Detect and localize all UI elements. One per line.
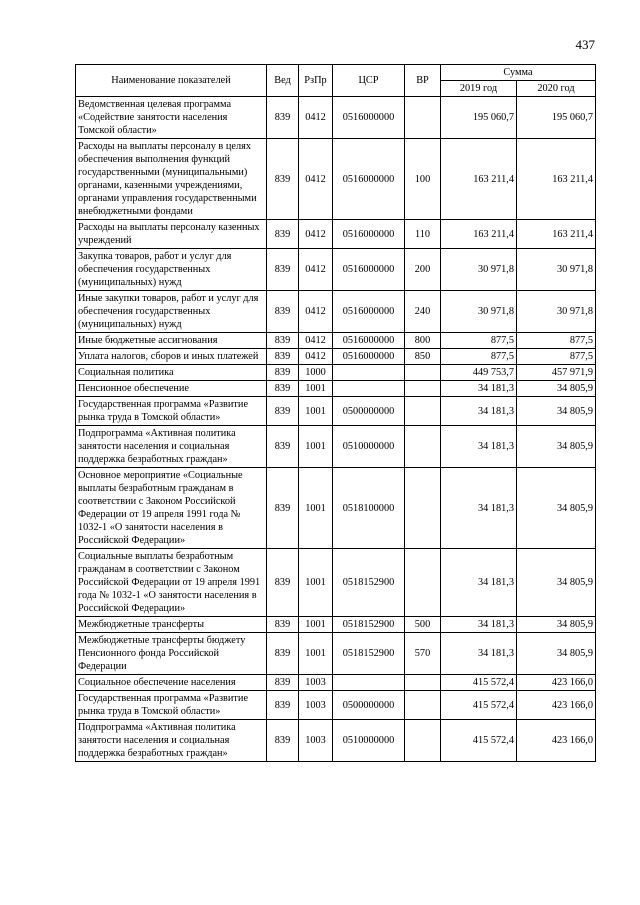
cell-rzpr: 0412: [299, 139, 333, 220]
cell-vr: [405, 426, 441, 468]
cell-rzpr: 0412: [299, 97, 333, 139]
cell-ved: 839: [267, 249, 299, 291]
cell-2020: 34 805,9: [517, 617, 596, 633]
cell-rzpr: 1001: [299, 426, 333, 468]
cell-csr: 0518152900: [333, 633, 405, 675]
cell-csr: 0516000000: [333, 220, 405, 249]
cell-csr: 0516000000: [333, 333, 405, 349]
cell-csr: 0518152900: [333, 617, 405, 633]
cell-2020: 34 805,9: [517, 381, 596, 397]
cell-vr: [405, 691, 441, 720]
cell-2020: 34 805,9: [517, 426, 596, 468]
table-row: [76, 365, 596, 381]
cell-rzpr: 0412: [299, 349, 333, 365]
cell-csr: 0516000000: [333, 291, 405, 333]
cell-rzpr: 1001: [299, 381, 333, 397]
cell-name: Ведомственная целевая программа «Содействие занятости населения Томской области»: [76, 97, 267, 139]
cell-ved: 839: [267, 691, 299, 720]
cell-vr: 850: [405, 349, 441, 365]
cell-ved: 839: [267, 220, 299, 249]
cell-ved: 839: [267, 139, 299, 220]
cell-vr: [405, 549, 441, 617]
cell-2020: 34 805,9: [517, 549, 596, 617]
cell-name: Межбюджетные трансферты бюджету Пенсионного фонда Российской Федерации: [76, 633, 267, 675]
cell-rzpr: 1001: [299, 468, 333, 549]
cell-csr: [333, 381, 405, 397]
cell-ved: 839: [267, 397, 299, 426]
cell-csr: 0510000000: [333, 426, 405, 468]
cell-ved: 839: [267, 617, 299, 633]
cell-name: Закупка товаров, работ и услуг для обеспечения государственных (муниципальных) нужд: [76, 249, 267, 291]
cell-rzpr: 1003: [299, 675, 333, 691]
cell-2020: 457 971,9: [517, 365, 596, 381]
cell-csr: [333, 365, 405, 381]
header-vr: ВР: [405, 65, 441, 97]
cell-name: Основное мероприятие «Социальные выплаты безработным гражданам в соответствии с Законом Российской Федерации от 19 апреля 1991 года № 1032-1 «О занятости населения в Российской Федерации»: [76, 468, 267, 549]
cell-vr: [405, 468, 441, 549]
cell-rzpr: 0412: [299, 333, 333, 349]
cell-2019: 34 181,3: [441, 633, 517, 675]
header-name: Наименование показателей: [76, 65, 267, 97]
cell-vr: 800: [405, 333, 441, 349]
cell-vr: [405, 381, 441, 397]
cell-2019: 163 211,4: [441, 139, 517, 220]
cell-2019: 34 181,3: [441, 468, 517, 549]
cell-vr: 570: [405, 633, 441, 675]
cell-ved: 839: [267, 633, 299, 675]
table-row: [76, 691, 596, 720]
table-row: [76, 675, 596, 691]
cell-vr: [405, 97, 441, 139]
cell-ved: 839: [267, 291, 299, 333]
table-row: [76, 97, 596, 139]
cell-rzpr: 1001: [299, 617, 333, 633]
cell-2020: 30 971,8: [517, 291, 596, 333]
table-row: [76, 349, 596, 365]
cell-name: Расходы на выплаты персоналу в целях обеспечения выполнения функций государственными (муниципальными) органами, казенными учреждениями, органами управления государственными внебюджетными фондами: [76, 139, 267, 220]
cell-ved: 839: [267, 333, 299, 349]
cell-2019: 34 181,3: [441, 381, 517, 397]
table-row: [76, 397, 596, 426]
cell-vr: 100: [405, 139, 441, 220]
table-row: [76, 720, 596, 762]
cell-csr: 0516000000: [333, 97, 405, 139]
cell-2019: 877,5: [441, 333, 517, 349]
cell-name: Социальные выплаты безработным гражданам в соответствии с Законом Российской Федерации от 19 апреля 1991 года № 1032-1 «О занятости населения в Российской Федерации»: [76, 549, 267, 617]
cell-2019: 34 181,3: [441, 397, 517, 426]
cell-name: Подпрограмма «Активная политика занятости населения и социальная поддержка безработных граждан»: [76, 426, 267, 468]
cell-2020: 423 166,0: [517, 720, 596, 762]
cell-csr: 0500000000: [333, 397, 405, 426]
table-row: [76, 291, 596, 333]
cell-name: Социальное обеспечение населения: [76, 675, 267, 691]
cell-vr: [405, 365, 441, 381]
cell-2020: 163 211,4: [517, 139, 596, 220]
cell-ved: 839: [267, 365, 299, 381]
cell-vr: 500: [405, 617, 441, 633]
table-row: [76, 617, 596, 633]
table-row: [76, 426, 596, 468]
cell-ved: 839: [267, 549, 299, 617]
cell-rzpr: 0412: [299, 249, 333, 291]
table-row: [76, 468, 596, 549]
cell-2020: 877,5: [517, 349, 596, 365]
cell-name: Межбюджетные трансферты: [76, 617, 267, 633]
table-row: [76, 249, 596, 291]
cell-vr: [405, 397, 441, 426]
cell-2020: 163 211,4: [517, 220, 596, 249]
cell-ved: 839: [267, 675, 299, 691]
table-row: [76, 333, 596, 349]
cell-csr: [333, 675, 405, 691]
cell-csr: 0500000000: [333, 691, 405, 720]
cell-csr: 0516000000: [333, 139, 405, 220]
cell-2019: 195 060,7: [441, 97, 517, 139]
table-row: [76, 381, 596, 397]
cell-vr: [405, 720, 441, 762]
cell-rzpr: 1001: [299, 397, 333, 426]
cell-name: Государственная программа «Развитие рынка труда в Томской области»: [76, 691, 267, 720]
cell-rzpr: 0412: [299, 220, 333, 249]
cell-2019: 163 211,4: [441, 220, 517, 249]
cell-vr: [405, 675, 441, 691]
table-row: [76, 633, 596, 675]
cell-rzpr: 1001: [299, 633, 333, 675]
cell-2019: 415 572,4: [441, 691, 517, 720]
cell-ved: 839: [267, 381, 299, 397]
header-csr: ЦСР: [333, 65, 405, 97]
cell-2019: 415 572,4: [441, 720, 517, 762]
cell-rzpr: 1000: [299, 365, 333, 381]
cell-2019: 34 181,3: [441, 617, 517, 633]
cell-csr: 0518100000: [333, 468, 405, 549]
cell-2019: 30 971,8: [441, 249, 517, 291]
cell-ved: 839: [267, 720, 299, 762]
cell-2020: 34 805,9: [517, 397, 596, 426]
cell-2019: 415 572,4: [441, 675, 517, 691]
table-row: [76, 549, 596, 617]
header-rzpr: РзПр: [299, 65, 333, 97]
header-year-2019: 2019 год: [441, 81, 517, 97]
cell-name: Социальная политика: [76, 365, 267, 381]
cell-name: Подпрограмма «Активная политика занятости населения и социальная поддержка безработных граждан»: [76, 720, 267, 762]
cell-2020: 34 805,9: [517, 633, 596, 675]
table-header: [76, 65, 596, 97]
cell-2020: 34 805,9: [517, 468, 596, 549]
table-body: [76, 97, 596, 762]
cell-csr: 0516000000: [333, 349, 405, 365]
header-sum: Сумма: [441, 65, 596, 81]
cell-name: Пенсионное обеспечение: [76, 381, 267, 397]
cell-csr: 0516000000: [333, 249, 405, 291]
cell-rzpr: 1003: [299, 691, 333, 720]
cell-csr: 0510000000: [333, 720, 405, 762]
cell-2019: 877,5: [441, 349, 517, 365]
header-ved: Вед: [267, 65, 299, 97]
cell-2020: 423 166,0: [517, 691, 596, 720]
cell-vr: 200: [405, 249, 441, 291]
cell-rzpr: 1001: [299, 549, 333, 617]
cell-csr: 0518152900: [333, 549, 405, 617]
cell-ved: 839: [267, 468, 299, 549]
cell-vr: 240: [405, 291, 441, 333]
cell-rzpr: 1003: [299, 720, 333, 762]
table-row: [76, 139, 596, 220]
table-row: [76, 220, 596, 249]
cell-2019: 34 181,3: [441, 426, 517, 468]
cell-ved: 839: [267, 97, 299, 139]
cell-vr: 110: [405, 220, 441, 249]
cell-name: Государственная программа «Развитие рынка труда в Томской области»: [76, 397, 267, 426]
cell-name: Уплата налогов, сборов и иных платежей: [76, 349, 267, 365]
cell-2020: 195 060,7: [517, 97, 596, 139]
cell-ved: 839: [267, 349, 299, 365]
budget-table: [75, 64, 596, 762]
cell-2019: 30 971,8: [441, 291, 517, 333]
cell-2020: 877,5: [517, 333, 596, 349]
header-year-2020: 2020 год: [517, 81, 596, 97]
page-number: 437: [575, 37, 595, 52]
cell-ved: 839: [267, 426, 299, 468]
cell-name: Расходы на выплаты персоналу казенных учреждений: [76, 220, 267, 249]
cell-2019: 449 753,7: [441, 365, 517, 381]
cell-2020: 423 166,0: [517, 675, 596, 691]
cell-rzpr: 0412: [299, 291, 333, 333]
cell-2020: 30 971,8: [517, 249, 596, 291]
cell-name: Иные закупки товаров, работ и услуг для обеспечения государственных (муниципальных) нужд: [76, 291, 267, 333]
cell-name: Иные бюджетные ассигнования: [76, 333, 267, 349]
cell-2019: 34 181,3: [441, 549, 517, 617]
